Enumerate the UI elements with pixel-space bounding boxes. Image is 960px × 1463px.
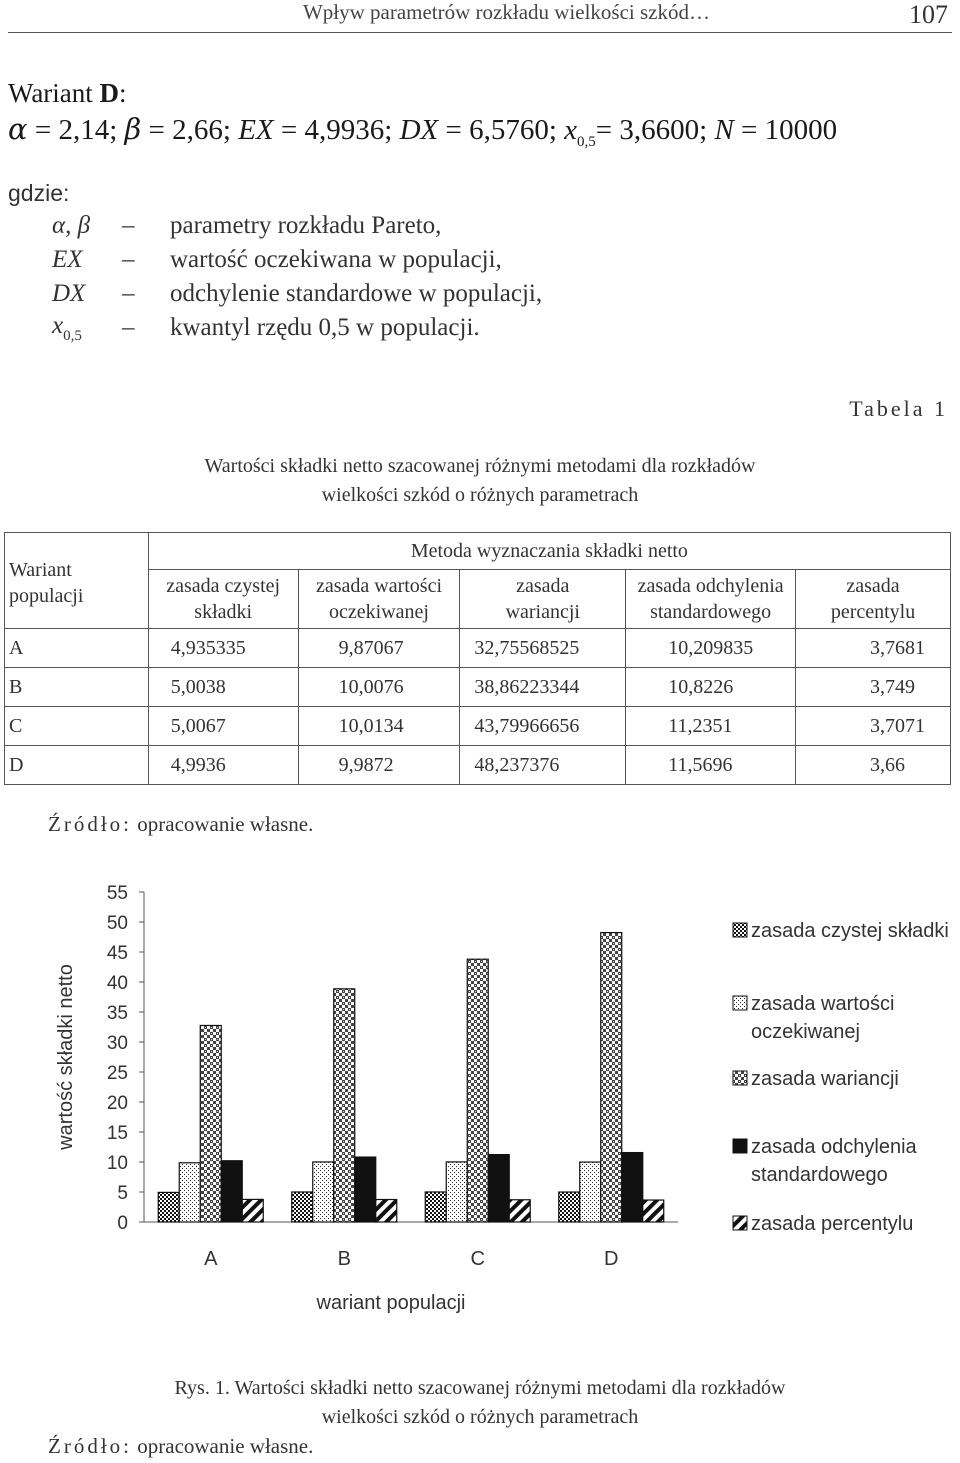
y-tick-label: 35 xyxy=(106,1003,128,1024)
running-title: Wpływ parametrów rozkładu wielkości szkód… xyxy=(302,0,710,24)
value-cell: 43,79966656 xyxy=(460,707,626,746)
page-number: 107 xyxy=(909,0,948,29)
legend-row xyxy=(8,209,542,243)
legend-swatch xyxy=(733,1139,747,1153)
method-header: zasada percentylu xyxy=(796,570,951,629)
value-cell: 5,0067 xyxy=(148,707,298,746)
bar xyxy=(488,1155,509,1222)
bar xyxy=(509,1200,530,1222)
y-axis-label: wartość składki netto xyxy=(55,964,77,1150)
table-row xyxy=(5,668,951,707)
legend-symbol: $x_{0,5}$ xyxy=(52,311,82,344)
bar xyxy=(559,1192,580,1222)
legend-swatch xyxy=(733,996,747,1010)
table-number: Tabela 1 xyxy=(849,396,948,421)
legend-swatch xyxy=(733,1216,747,1230)
source-label: Źródło: xyxy=(48,1434,132,1458)
bar xyxy=(292,1192,313,1222)
value-cell: 32,75568525 xyxy=(460,629,626,668)
value-cell: 38,86223344 xyxy=(460,668,626,707)
beta-value: = 2,66; xyxy=(141,114,239,146)
table-caption-line: Wartości składki netto szacowanej różnymi metodami dla rozkładów xyxy=(204,455,756,477)
legend-description: wartość oczekiwana w populacji, xyxy=(170,246,502,273)
y-tick-label: 15 xyxy=(106,1123,128,1144)
value-cell: 11,5696 xyxy=(626,746,796,785)
table-source xyxy=(48,812,313,837)
variant-cell: A xyxy=(5,629,149,668)
bar xyxy=(622,1153,643,1222)
table-row xyxy=(5,746,951,785)
value-cell: 3,7071 xyxy=(796,707,951,746)
variant-cell: D xyxy=(5,746,149,785)
legend-label: zasada percentylu xyxy=(751,1213,914,1235)
value-cell: 5,0038 xyxy=(148,668,298,707)
value-cell: 11,2351 xyxy=(626,707,796,746)
ex-value: = 4,9936; xyxy=(273,114,400,146)
variant-heading-prefix: Wariant xyxy=(8,78,100,108)
bar xyxy=(601,933,622,1222)
bar xyxy=(446,1162,467,1222)
chart-legend xyxy=(733,920,949,1235)
value-cell: 10,0076 xyxy=(298,668,460,707)
x-tick-label: B xyxy=(337,1248,351,1270)
bar xyxy=(355,1157,376,1222)
alpha-symbol: α xyxy=(8,112,28,146)
alpha-value: = 2,14; xyxy=(27,114,125,146)
bar xyxy=(200,1025,221,1222)
legend-label: zasada wartości xyxy=(751,993,895,1015)
variant-heading-suffix: : xyxy=(119,78,127,108)
legend-label: standardowego xyxy=(751,1164,888,1186)
method-header: zasada wartości oczekiwanej xyxy=(298,570,460,629)
where-label: gdzie: xyxy=(8,180,70,206)
value-cell: 10,209835 xyxy=(626,629,796,668)
beta-symbol: β xyxy=(124,112,142,146)
x-tick-label: C xyxy=(470,1248,485,1270)
y-tick-label: 45 xyxy=(106,943,128,964)
figure-caption-line: Rys. 1. Wartości składki netto szacowanej różnymi metodami dla rozkładów xyxy=(174,1377,786,1399)
legend-dash: – xyxy=(122,212,135,239)
parameter-line xyxy=(8,112,837,151)
figure-caption xyxy=(0,1374,960,1432)
legend-row xyxy=(8,243,542,277)
n-symbol: N xyxy=(714,114,734,146)
y-tick-label: 50 xyxy=(106,913,128,934)
legend-row xyxy=(8,311,542,345)
median-symbol: x xyxy=(564,114,578,146)
legend-swatch xyxy=(733,1071,747,1085)
source-text: opracowanie własne. xyxy=(132,812,314,836)
figure-caption-line: wielkości szkód o różnych parametrach xyxy=(321,1406,639,1428)
chart-bars xyxy=(158,933,664,1222)
bar xyxy=(221,1161,242,1222)
bar xyxy=(242,1199,263,1222)
y-tick-label: 25 xyxy=(106,1063,128,1084)
variant-cell: B xyxy=(5,668,149,707)
median-value: = 3,6600; xyxy=(595,114,715,146)
legend-swatch xyxy=(733,923,747,937)
y-tick-label: 40 xyxy=(106,973,128,994)
y-tick-label: 20 xyxy=(106,1093,128,1114)
dx-value: = 6,5760; xyxy=(438,114,565,146)
method-header: zasada wariancji xyxy=(460,570,626,629)
legend-description: odchylenie standardowe w populacji, xyxy=(170,280,543,307)
bar xyxy=(425,1192,446,1222)
bar xyxy=(313,1162,334,1222)
legend-dash: – xyxy=(122,246,135,273)
method-header: zasada odchylenia standardowego xyxy=(626,570,796,629)
value-cell: 48,237376 xyxy=(460,746,626,785)
y-tick-label: 10 xyxy=(106,1153,128,1174)
y-tick-label: 55 xyxy=(106,883,128,904)
bar xyxy=(643,1200,664,1222)
value-cell: 10,0134 xyxy=(298,707,460,746)
ex-symbol: EX xyxy=(238,114,274,146)
variant-heading-letter: D xyxy=(99,78,120,108)
bar xyxy=(467,959,488,1222)
method-group-header: Metoda wyznaczania składki netto xyxy=(148,533,950,570)
method-header: zasada czystej składki xyxy=(148,570,298,629)
legend-description: parametry rozkładu Pareto, xyxy=(170,212,442,239)
legend-dash: – xyxy=(122,280,135,307)
x-tick-label: A xyxy=(204,1248,218,1270)
value-cell: 4,935335 xyxy=(148,629,298,668)
value-cell: 10,8226 xyxy=(626,668,796,707)
results-table xyxy=(4,532,951,785)
y-tick-label: 30 xyxy=(106,1033,128,1054)
bar xyxy=(334,989,355,1222)
table-header-row xyxy=(5,533,951,570)
table-caption-line: wielkości szkód o różnych parametrach xyxy=(321,484,639,506)
value-cell: 4,9936 xyxy=(148,746,298,785)
value-cell: 3,66 xyxy=(796,746,951,785)
median-subscript: 0,5 xyxy=(577,134,596,150)
legend-symbol: DX xyxy=(52,280,86,307)
running-header xyxy=(0,0,960,32)
table-row xyxy=(5,707,951,746)
value-cell: 9,9872 xyxy=(298,746,460,785)
y-tick-label: 5 xyxy=(117,1183,128,1204)
dx-symbol: DX xyxy=(399,114,439,146)
legend-dash: – xyxy=(122,314,135,341)
legend-description: kwantyl rzędu 0,5 w populacji. xyxy=(170,314,480,341)
figure-source xyxy=(48,1434,313,1459)
variant-heading xyxy=(8,78,127,109)
variant-column-header: Wariant populacji xyxy=(5,533,149,629)
chart-axes xyxy=(55,883,678,1314)
source-text: opracowanie własne. xyxy=(132,1434,314,1458)
legend-label: zasada odchylenia xyxy=(751,1136,917,1158)
table-caption xyxy=(0,452,960,510)
table-row xyxy=(5,629,951,668)
legend-row xyxy=(8,277,542,311)
n-value: = 10000 xyxy=(733,114,838,146)
symbol-legend xyxy=(8,180,542,345)
x-tick-label: D xyxy=(604,1248,619,1270)
bar xyxy=(580,1162,601,1222)
legend-label: zasada wariancji xyxy=(751,1068,899,1090)
value-cell: 9,87067 xyxy=(298,629,460,668)
bar-chart xyxy=(0,870,960,1360)
legend-symbol: α, β xyxy=(52,212,91,239)
value-cell: 3,7681 xyxy=(796,629,951,668)
legend-label: zasada czystej składki xyxy=(751,920,949,942)
y-tick-label: 0 xyxy=(117,1213,128,1234)
bar xyxy=(376,1200,397,1222)
source-label: Źródło: xyxy=(48,812,132,836)
legend-label: oczekiwanej xyxy=(751,1021,860,1043)
variant-cell: C xyxy=(5,707,149,746)
bar xyxy=(158,1192,179,1222)
bar xyxy=(179,1163,200,1222)
value-cell: 3,749 xyxy=(796,668,951,707)
header-rule xyxy=(8,32,952,33)
legend-symbol: EX xyxy=(52,246,83,273)
x-axis-label: wariant populacji xyxy=(316,1292,466,1314)
